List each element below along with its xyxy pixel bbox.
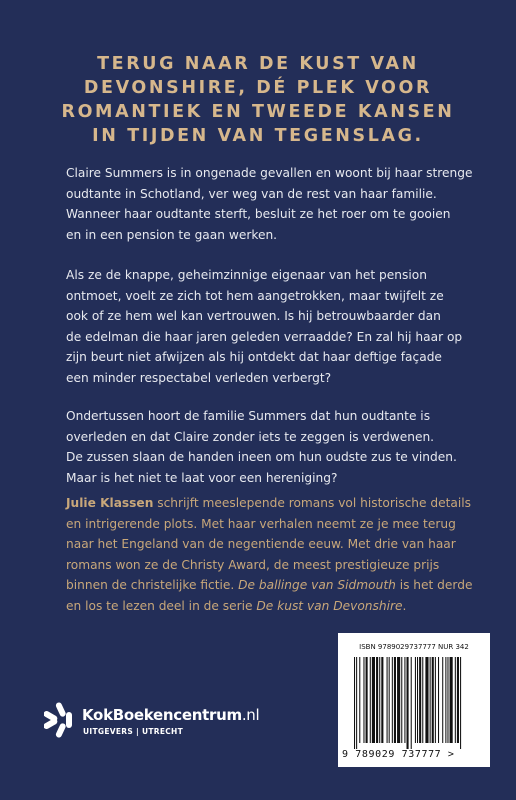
series-title: De kust van Devonshire	[256, 598, 403, 613]
publisher-mark-icon	[44, 700, 78, 740]
bio-line: romans won ze de Christy Award, de meest prestigieuze prijs	[66, 557, 440, 572]
barcode-bar	[389, 657, 390, 743]
publisher-name-tld: .nl	[241, 706, 260, 724]
blurb-line: een minder respectabel verleden verbergt?	[66, 370, 332, 385]
barcode-bar	[363, 657, 364, 743]
bio-text: schrijft meeslepende romans vol historische details	[153, 496, 471, 510]
barcode-bar	[422, 657, 423, 743]
publisher-subtitle: UITGEVERS | UTRECHT	[83, 727, 184, 736]
blurb-paragraph-2	[66, 265, 463, 389]
barcode-bar	[438, 657, 439, 743]
barcode-bar	[415, 657, 416, 743]
barcode-bar	[392, 657, 393, 743]
barcode-bar	[407, 657, 409, 749]
blurb-line: en in een pension te gaan werken.	[66, 227, 278, 242]
isbn-label: ISBN 9789029737777 NUR 342	[359, 643, 469, 651]
barcode-bar	[442, 657, 443, 743]
tagline-line: DEVONSHIRE, DÉ PLEK VOOR	[83, 78, 433, 98]
barcode-bar	[387, 657, 388, 743]
bio-line	[66, 596, 460, 617]
tagline	[40, 52, 476, 148]
barcode-bar	[460, 657, 461, 749]
barcode-bar	[417, 657, 418, 743]
barcode-bar	[404, 657, 405, 743]
barcode-bar	[425, 657, 428, 743]
barcode-bar	[432, 657, 434, 743]
barcode-bar	[381, 657, 383, 743]
blurb-paragraph-3	[66, 406, 460, 488]
blurb-line: De zussen slaan de handen ineen om hun oudste zus te vinden.	[66, 450, 457, 465]
barcode-bar	[394, 657, 396, 743]
blurb-line: ook of ze hem wel kan vertrouwen. Is hij betrouwbaarder dan	[66, 309, 441, 324]
barcode-bar	[401, 657, 402, 743]
blurb-line: Ondertussen hoort de familie Summers dat hun oudtante is	[66, 409, 431, 423]
barcode-bar	[354, 657, 355, 749]
barcode-bar	[411, 657, 412, 749]
isbn-barcode	[338, 633, 490, 767]
blurb-line: ontmoet, voelt ze zich tot hem aangetrokken, maar twijfelt ze	[66, 288, 444, 303]
bio-line: naar het Engeland van de negentiende eeuw. Met drie van haar	[66, 537, 456, 552]
bio-text: en los te lezen deel in de serie	[66, 598, 257, 613]
barcode-bar	[376, 657, 378, 743]
barcode-bar	[457, 657, 459, 743]
blurb-line: Als ze de knappe, geheimzinnige eigenaar van het pension	[66, 268, 427, 282]
blurb-line: Wanneer haar oudtante sterft, besluit ze het roer om te gooien	[66, 207, 451, 222]
bio-text: is het derde	[395, 578, 473, 593]
blurb-line: oudtante in Schotland, ver weg van de rest van haar familie.	[66, 186, 437, 201]
barcode-bar	[370, 657, 371, 743]
tagline-line: TERUG NAAR DE KUST VAN	[97, 54, 419, 74]
author-name: Julie Klassen	[66, 496, 154, 510]
author-bio	[66, 493, 473, 617]
barcode-bar	[397, 657, 400, 743]
blurb-line: de edelman die haar jaren geleden verraadde? En zal hij haar op	[66, 329, 463, 344]
barcode-bar	[435, 657, 436, 743]
bio-line	[66, 575, 473, 596]
blurb-paragraph-1	[66, 163, 473, 245]
blurb-line: zijn beurt niet afwijzen als hij ontdekt dat haar deftige façade	[66, 350, 442, 365]
tagline-line: IN TIJDEN VAN TEGENSLAG.	[92, 126, 424, 146]
barcode-bar	[455, 657, 456, 743]
blurb-line: overleden en dat Claire zonder iets te zeggen is verdwenen.	[66, 429, 435, 444]
publisher-name	[82, 706, 259, 724]
tagline-line: ROMANTIEK EN TWEEDE KANSEN	[61, 102, 455, 122]
barcode-bar	[366, 657, 368, 743]
barcode-bar	[450, 657, 453, 743]
book-title: De ballinge van Sidmouth	[238, 578, 396, 593]
bio-text: binnen de christelijke fictie.	[66, 578, 235, 593]
blurb-line: Maar is het niet te laat voor een hereniging?	[66, 470, 338, 485]
barcode-bar	[356, 657, 357, 749]
bio-line: en intrigerende plots. Met haar verhalen neemt ze je mee terug	[66, 516, 456, 531]
barcode-digits: 9 789029 737777 >	[342, 749, 455, 760]
barcode-bar	[359, 657, 360, 743]
barcode-bar	[372, 657, 375, 743]
barcode-bars	[338, 633, 490, 767]
bio-line	[66, 493, 471, 514]
barcode-bar	[379, 657, 380, 743]
publisher-name-main: KokBoekencentrum	[82, 706, 242, 724]
barcode-bar	[419, 657, 421, 743]
blurb-line: Claire Summers is in ongenade gevallen en woont bij haar strenge	[66, 166, 473, 180]
barcode-bar	[447, 657, 448, 743]
barcode-bar	[430, 657, 431, 743]
bio-text: .	[402, 598, 407, 613]
barcode-bar	[445, 657, 446, 743]
